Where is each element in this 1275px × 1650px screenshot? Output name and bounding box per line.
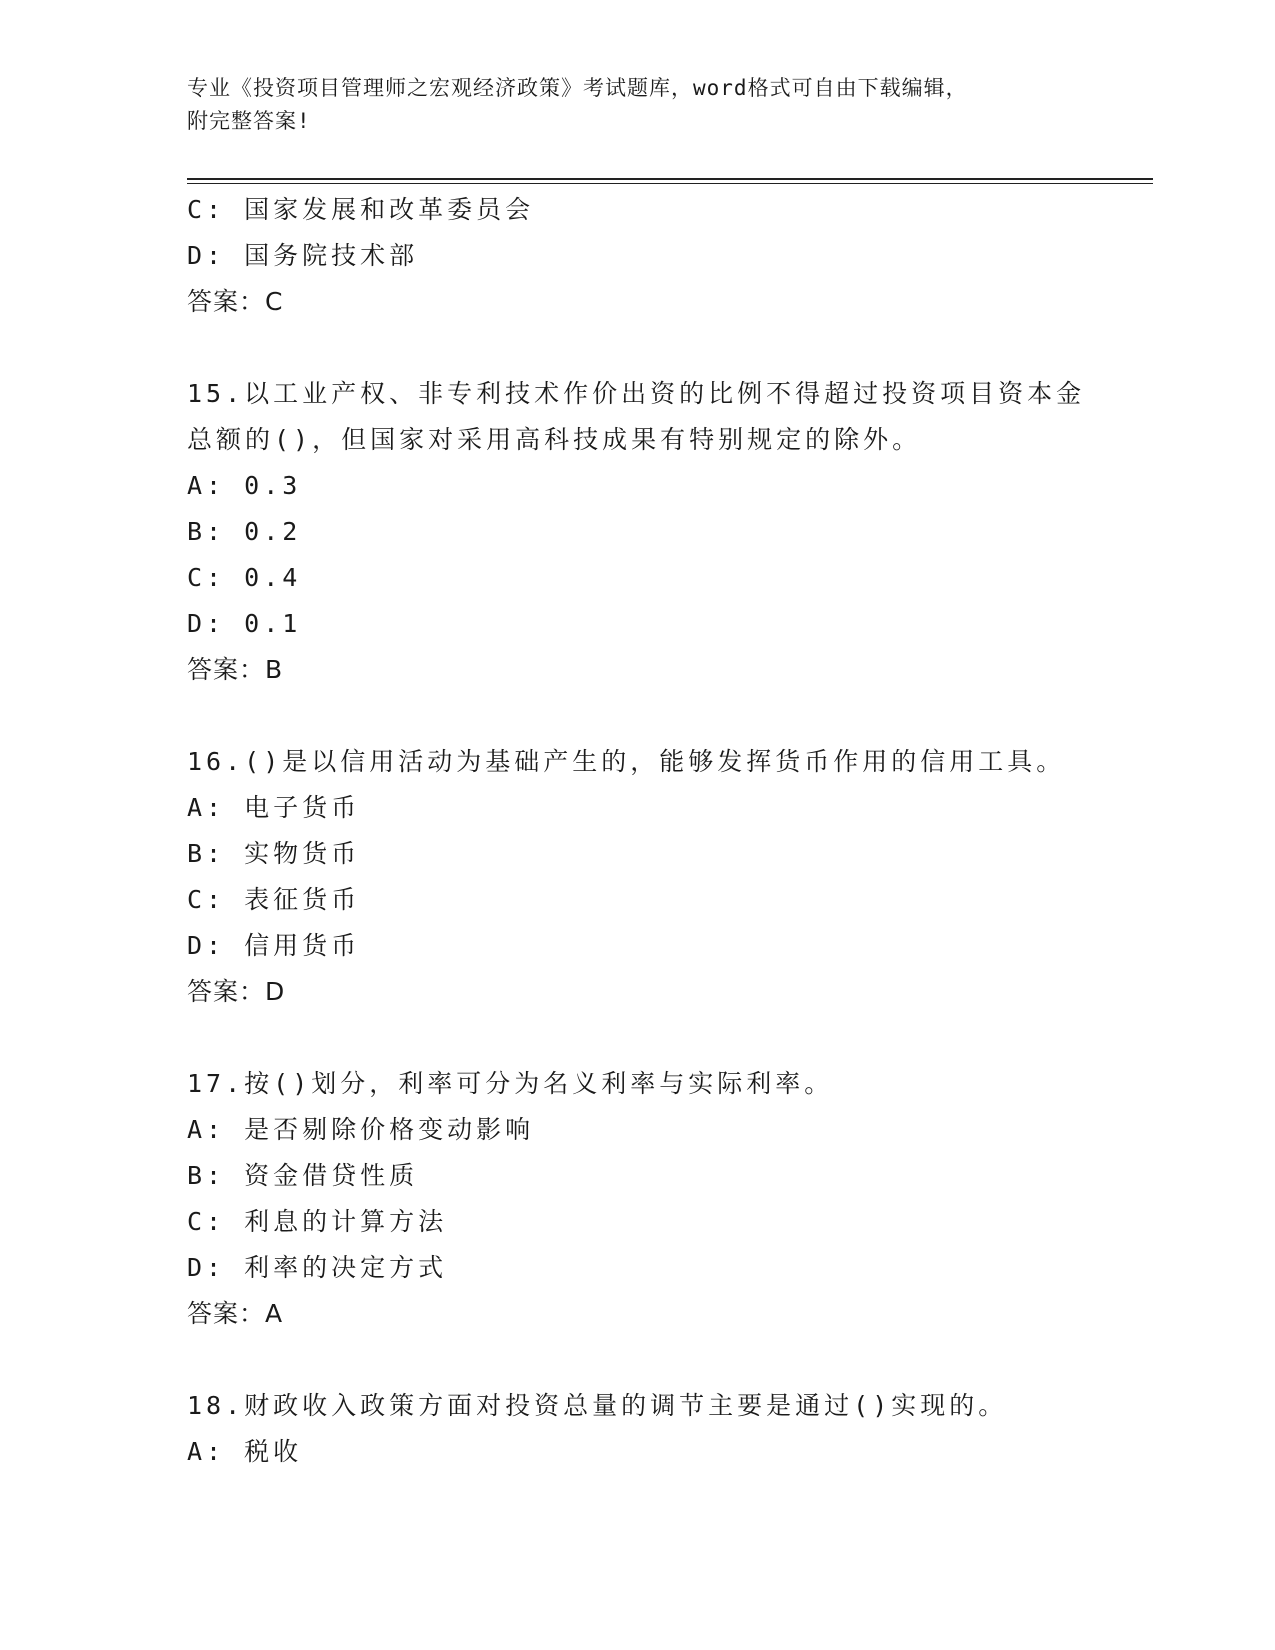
question-text-line: 总额的()，但国家对采用高科技成果有特别规定的除外。 <box>187 425 922 454</box>
spacer <box>187 325 1087 371</box>
answer-line: 答案：A <box>187 1299 284 1328</box>
option-a: A: 电子货币 <box>187 793 361 822</box>
header-divider-thin <box>187 183 1153 184</box>
option-c: C: 国家发展和改革委员会 <box>187 195 535 224</box>
question-block-18 <box>187 1383 1087 1475</box>
question-block-17 <box>187 1061 1087 1337</box>
spacer <box>187 1015 1087 1061</box>
option-c: C: 0.4 <box>187 563 302 592</box>
question-text-line: 17.按()划分，利率可分为名义利率与实际利率。 <box>187 1069 834 1098</box>
header-line-2: 附完整答案! <box>187 109 311 133</box>
option-a: A: 0.3 <box>187 471 302 500</box>
option-a: A: 是否剔除价格变动影响 <box>187 1115 535 1144</box>
question-block-14 <box>187 187 1087 325</box>
spacer <box>187 1337 1087 1383</box>
question-text-line: 18.财政收入政策方面对投资总量的调节主要是通过()实现的。 <box>187 1391 1008 1420</box>
question-block-15 <box>187 371 1087 693</box>
option-b: B: 实物货币 <box>187 839 361 868</box>
option-a: A: 税收 <box>187 1437 303 1466</box>
option-b: B: 0.2 <box>187 517 302 546</box>
answer-line: 答案：C <box>187 287 284 316</box>
option-c: C: 利息的计算方法 <box>187 1207 448 1236</box>
option-d: D: 国务院技术部 <box>187 241 419 270</box>
question-text-line: 16.()是以信用活动为基础产生的，能够发挥货币作用的信用工具。 <box>187 747 1066 776</box>
option-c: C: 表征货币 <box>187 885 361 914</box>
question-text-line: 15.以工业产权、非专利技术作价出资的比例不得超过投资项目资本金 <box>187 379 1086 408</box>
option-d: D: 利率的决定方式 <box>187 1253 448 1282</box>
question-block-16 <box>187 739 1087 1015</box>
option-b: B: 资金借贷性质 <box>187 1161 419 1190</box>
header-line-1: 专业《投资项目管理师之宏观经济政策》考试题库，word格式可自由下载编辑， <box>187 76 968 100</box>
document-header <box>187 72 1087 138</box>
answer-line: 答案：D <box>187 977 286 1006</box>
answer-line: 答案：B <box>187 655 284 684</box>
spacer <box>187 693 1087 739</box>
option-d: D: 信用货币 <box>187 931 361 960</box>
question-list <box>187 187 1087 1475</box>
header-divider-thick <box>187 178 1153 180</box>
option-d: D: 0.1 <box>187 609 302 638</box>
